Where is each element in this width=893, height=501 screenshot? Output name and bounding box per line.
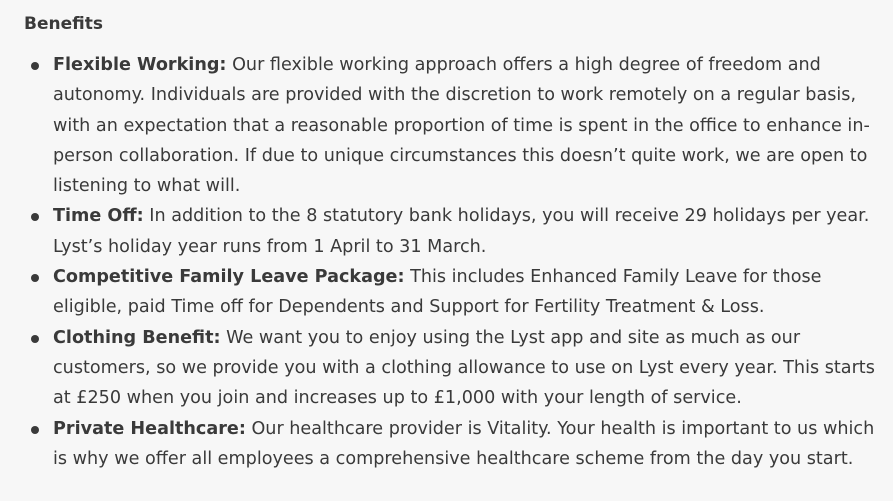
benefit-text: Our healthcare provider is Vitality. Your health is important to us which is why we offer all employees a comprehensive healthcare scheme from the day you start. [53, 418, 875, 469]
benefit-title: Time Off: [53, 206, 144, 227]
benefit-text: Our flexible working approach offers a high degree of freedom and autonomy. Individuals are provided with the discretion to work remotely on a regular basis, with an expectation that a reasonable proportion of time is spent in the office to enhance in-person collaboration. If due to unique circumstances this doesn’t quite work, we are open to listening to what will. [53, 55, 870, 197]
bullet-icon [31, 62, 39, 70]
benefit-item-healthcare [53, 414, 893, 475]
benefit-title: Flexible Working: [53, 55, 227, 75]
benefit-title: Private Healthcare: [53, 418, 246, 439]
benefit-text: This includes Enhanced Family Leave for those eligible, paid Time off for Dependents and Support for Fertility Treatment & Loss. [53, 267, 822, 318]
benefit-item-family-leave [53, 262, 893, 323]
bullet-icon [31, 274, 39, 282]
bullet-icon [31, 426, 39, 434]
bullet-icon [31, 335, 39, 343]
benefit-text: We want you to enjoy using the Lyst app and site as much as our customers, so we provide you with a clothing allowance to use on Lyst every year. This starts at £250 when you join and increases up to £1,000 with your length of service. [53, 327, 875, 409]
section-heading: Benefits [24, 14, 103, 34]
benefit-item-clothing [53, 323, 893, 414]
bullet-icon [31, 213, 39, 221]
benefit-item-flexible-working [53, 50, 893, 201]
benefit-item-time-off [53, 201, 893, 262]
benefit-title: Clothing Benefit: [53, 327, 221, 348]
benefit-text: In addition to the 8 statutory bank holidays, you will receive 29 holidays per year. Lyst’s holiday year runs from 1 April to 31 March. [53, 206, 870, 257]
benefit-title: Competitive Family Leave Package: [53, 267, 405, 288]
benefits-list [24, 50, 893, 474]
